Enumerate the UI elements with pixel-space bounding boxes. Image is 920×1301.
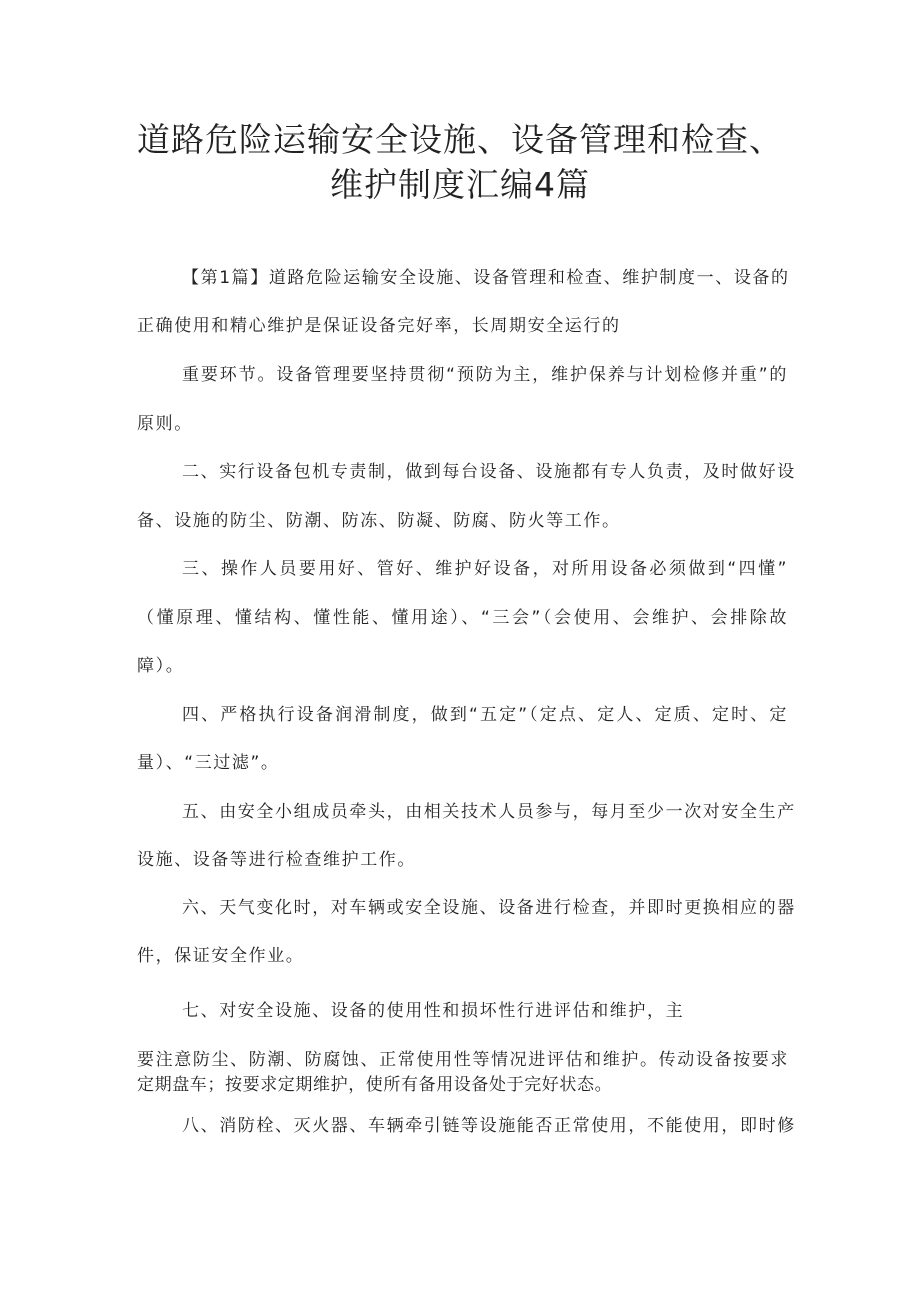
paragraph-4-line-2: （懂原理、懂结构、懂性能、懂用途）、“三会”（会使用、会维护、会排除故 [137,608,788,628]
paragraph-5-line-2: 量）、“三过滤”。 [137,753,280,773]
document-title-line-1: 道路危险运输安全设施、设备管理和检查、 [137,120,783,159]
paragraph-2-line-2: 原则。 [137,414,193,434]
paragraph-7-line-1: 六、天气变化时，对车辆或安全设施、设备进行检查，并即时更换相应的器 [182,898,796,918]
paragraph-4-line-1: 三、操作人员要用好、管好、维护好设备，对所用设备必须做到“四懂” [182,559,788,579]
paragraph-9-line-1: 八、消防栓、灭火器、车辆牵引链等设施能否正常使用，不能使用，即时修 [182,1116,796,1136]
paragraph-7-line-2: 件，保证安全作业。 [137,946,305,966]
paragraph-6-line-1: 五、由安全小组成员牵头，由相关技术人员参与，每月至少一次对安全生产 [182,802,796,822]
paragraph-1-line-1: 【第1篇】道路危险运输安全设施、设备管理和检查、维护制度一、设备的 [182,268,790,288]
paragraph-4-line-3: 障）。 [137,656,185,676]
paragraph-1-line-2: 正确使用和精心维护是保证设备完好率，长周期安全运行的 [137,316,621,336]
paragraph-8-line-3: 定期盘车；按要求定期维护，使所有备用设备处于完好状态。 [137,1075,613,1095]
paragraph-8-line-2: 要注意防尘、防潮、防腐蚀、正常使用性等情况进评估和维护。传动设备按要求 [137,1050,788,1070]
paragraph-3-line-1: 二、实行设备包机专责制，做到每台设备、设施都有专人负责，及时做好设 [182,462,796,482]
paragraph-8-line-1: 七、对安全设施、设备的使用性和损坏性行进评估和维护，主 [182,1001,685,1021]
paragraph-5-line-1: 四、严格执行设备润滑制度，做到“五定”（定点、定人、定质、定时、定 [182,705,788,725]
document-title-line-2: 维护制度汇编4篇 [330,165,590,204]
paragraph-2-line-1: 重要环节。设备管理要坚持贯彻“预防为主，维护保养与计划检修并重”的 [182,365,788,385]
paragraph-3-line-2: 备、设施的防尘、防潮、防冻、防凝、防腐、防火等工作。 [137,511,621,531]
paragraph-6-line-2: 设施、设备等进行检查维护工作。 [137,850,416,870]
